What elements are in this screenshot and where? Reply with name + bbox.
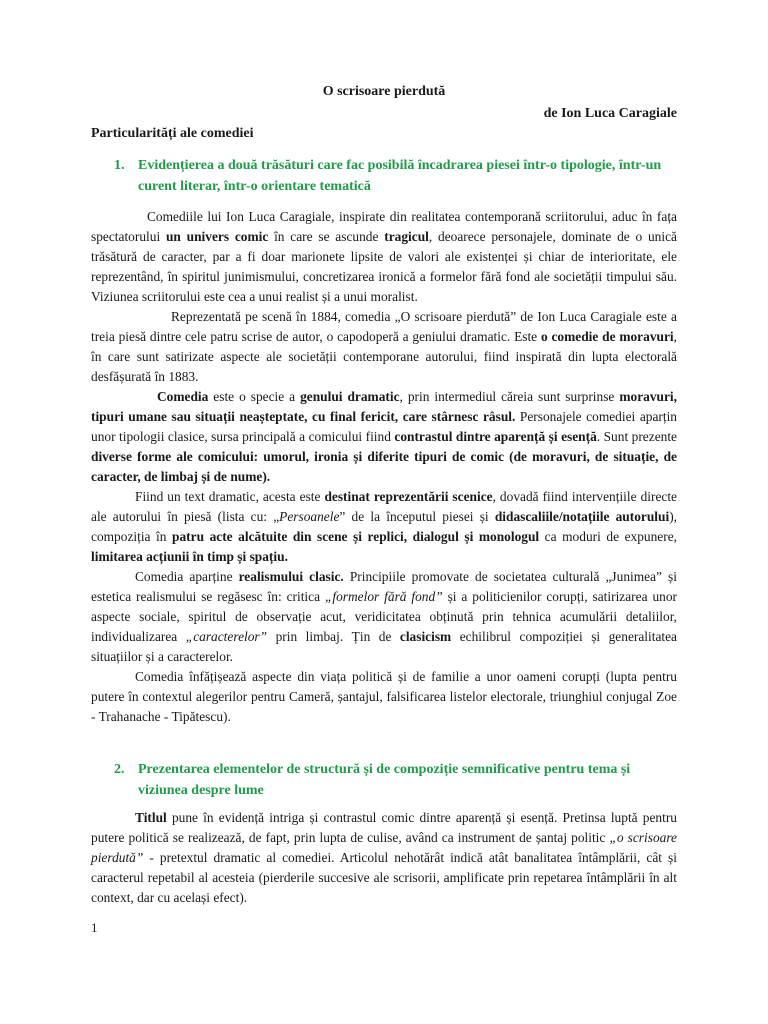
- section-2-body: [91, 808, 677, 908]
- author-line: de Ion Luca Caragiale: [543, 106, 677, 121]
- paragraph-7: Titlul pune în evidență intriga și contrastul comic dintre aparență și esență. Pretinsa luptă pentru putere politică se realizează, de fapt, prin lupta de culise, având ca instrument de șantaj politic „o scrisoare pierdută” - pretextul dramatic al comediei. Articolul nehotărât indică atât banalitatea întâmplării, cât și caracterul repetabil al acesteia (pierderile succesive ale scrisorii, amplificate prin repetarea întâmplării în alt context, dar cu același efect).: [91, 810, 678, 905]
- paragraph-6: Comedia înfățișează aspecte din viața politică și de familie a unor oameni corupți (lupta pentru putere în contextul alegerilor pentru Cameră, șantajul, falsificarea listelor electorale, triunghiul conjugal Zoe - Trahanache - Tipătescu).: [91, 669, 677, 724]
- page-number: 1: [91, 920, 98, 935]
- subheading: Particularități ale comediei: [91, 126, 254, 141]
- section-number: 2.: [114, 762, 125, 777]
- section-heading-2: [114, 759, 678, 801]
- paragraph-3: Comedia este o specie a genului dramatic, prin intermediul căreia sunt surprinse moravuri, tipuri umane sau situații neașteptate, cu final fericit, care stârnesc râsul. Personajele comediei aparțin unor tipologii clasice, sursa principală a comicului fiind contrastul dintre aparență și esență. Sunt prezente diverse forme ale comicului: umorul, ironia și diferite tipuri de comic (de moravuri, de situație, de caracter, de limbaj și de nume).: [91, 389, 677, 484]
- section-1-body: [91, 207, 677, 727]
- section-heading-text: Evidențierea a două trăsături care fac posibilă încadrarea piesei într-o tipologie, într-un curent literar, într-o orientare tematică: [138, 158, 662, 194]
- section-heading-1: [114, 155, 678, 197]
- paragraph-5: Comedia aparține realismului clasic. Principiile promovate de societatea culturală „Junimea” și estetica realismului se regăsesc în: critica „formelor fără fond” și a politicienilor corupți, satirizarea unor aspecte sociale, spiritul de observație acut, veridicitatea obținută prin tehnica acumulării detaliilor, individualizarea „caracterelor” prin limbaj. Țin de clasicism echilibrul compoziției și generalitatea situațiilor și a caracterelor.: [91, 569, 678, 664]
- paragraph-1: Comediile lui Ion Luca Caragiale, inspirate din realitatea contemporană scriitorului, aduc în fața spectatorului un univers comic în care se ascunde tragicul, deoarece personajele, dominate de o unică trăsătură de caracter, par a fi doar marionete lipsite de valori ale existenței și chiar de interioritate, ele reprezentând, în spiritul junimismului, concretizarea ironică a formelor fără fond ale societății timpului său. Viziunea scriitorului este cea a unui realist și a unui moralist.: [91, 209, 677, 304]
- paragraph-4: Fiind un text dramatic, acesta este destinat reprezentării scenice, dovadă fiind intervențiile directe ale autorului în piesă (lista cu: „Persoanele” de la începutul piesei și didascaliile/notațiile autorului), compoziția în patru acte alcătuite din scene și replici, dialogul și monologul ca moduri de expunere, limitarea acțiunii în timp și spațiu.: [91, 489, 677, 564]
- section-heading-text: Prezentarea elementelor de structură și de compoziție semnificative pentru tema și viziunea despre lume: [138, 762, 631, 798]
- section-number: 1.: [114, 158, 125, 173]
- paragraph-2: Reprezentată pe scenă în 1884, comedia „O scrisoare pierdută” de Ion Luca Caragiale este a treia piesă dintre cele patru scrise de autor, o capodoperă a geniului dramatic. Este o comedie de moravuri, în care sunt satirizate aspecte ale societății contemporane autorului, fiind inspirată din lupta electorală desfășurată în 1883.: [91, 309, 677, 384]
- document-title: O scrisoare pierdută: [322, 84, 446, 99]
